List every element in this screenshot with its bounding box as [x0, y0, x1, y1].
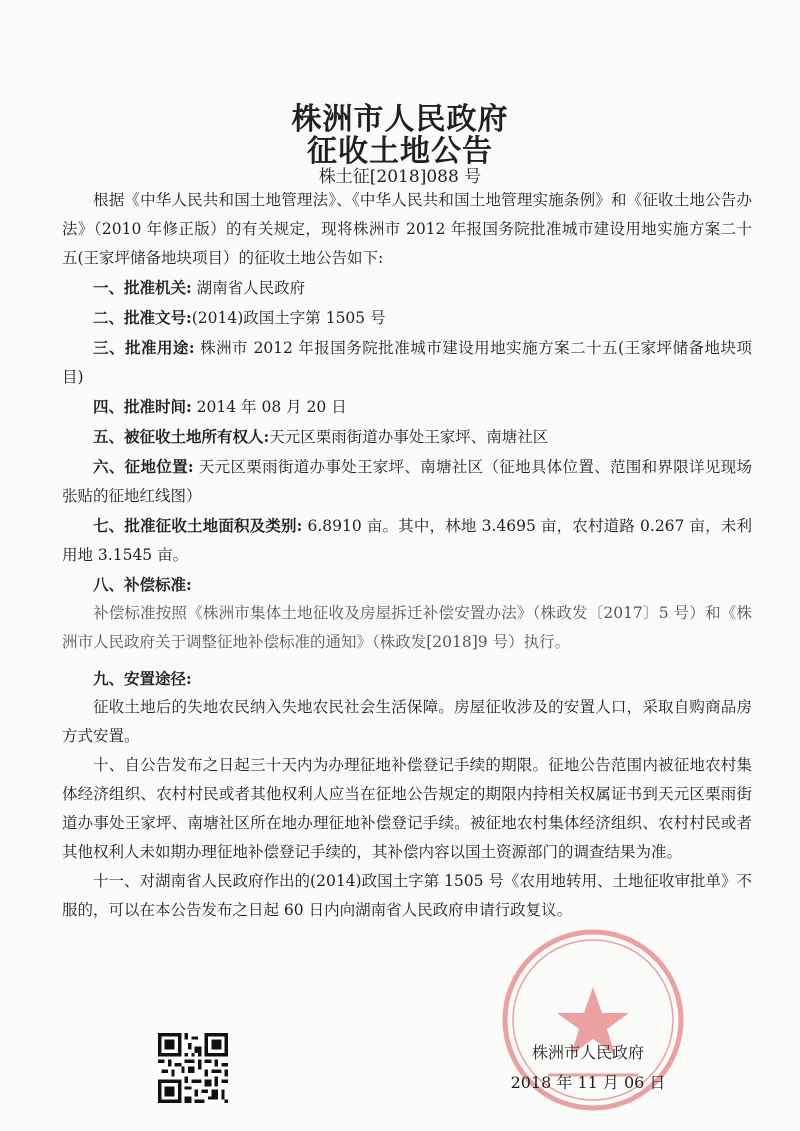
notice-body	[62, 186, 752, 925]
section-registration-period: 十、自公告发布之日起三十天内为办理征地补偿登记手续的期限。征地公告范围内被征地农村集体经济组织、农村村民或者其他权利人应当在征地公告规定的期限内持相关权属证书到天元区栗雨街道办事处王家坪、南塘社区所在地办理征地补偿登记手续。被征地农村集体经济组织、农村村民或者其他权利人未如期办理征地补偿登记手续的，其补偿内容以国土资源部门的调查结果为准。	[62, 756, 752, 861]
section-compensation-heading: 八、补偿标准:	[93, 575, 192, 594]
document-number: 株土征[2018]088 号	[318, 167, 482, 187]
item-approval-date: 四、批准时间: 2014 年 08 月 20 日	[93, 397, 347, 416]
title-issuer: 株洲市人民政府	[291, 102, 509, 137]
item-land-owner: 五、被征收土地所有权人:天元区栗雨街道办事处王家坪、南塘社区	[93, 427, 549, 446]
section-administrative-review: 十一、对湖南省人民政府作出的(2014)政国土字第 1505 号《农用地转用、土地征收审批单》不服的，可以在本公告发布之日起 60 日内向湖南省人民政府申请行政复议。	[62, 872, 752, 919]
title-notice: 征收土地公告	[307, 134, 493, 169]
item-approved-use: 三、批准用途: 株洲市 2012 年报国务院批准城市建设用地实施方案二十五(王家坪储备地块项目)	[62, 338, 752, 386]
item-land-location: 六、征地位置: 天元区栗雨街道办事处王家坪、南塘社区（征地具体位置、范围和界限详见现场张贴的征地红线图）	[62, 457, 752, 505]
section-resettlement-heading: 九、安置途径:	[93, 669, 192, 688]
signature-org: 株洲市人民政府	[531, 1043, 644, 1062]
section-compensation-text: 补偿标准按照《株洲市集体土地征收及房屋拆迁补偿安置办法》（株政发〔2017〕5 号）和《株洲市人民政府关于调整征地补偿标准的通知》（株政发[2018]9 号）执行。	[62, 604, 752, 651]
item-approval-number: 二、批准文号:(2014)政国土字第 1505 号	[93, 308, 386, 327]
item-approving-authority: 一、批准机关: 湖南省人民政府	[93, 278, 306, 297]
item-land-area: 七、批准征收土地面积及类别: 6.8910 亩。其中，林地 3.4695 亩，农村道路 0.267 亩，未利用地 3.1545 亩。	[62, 516, 753, 564]
qr-code	[158, 1033, 228, 1103]
signature-date: 2018 年 11 月 06 日	[510, 1073, 666, 1092]
intro-paragraph: 根据《中华人民共和国土地管理法》、《中华人民共和国土地管理实施条例》和《征收土地公告办法》（2010 年修正版）的有关规定，现将株洲市 2012 年报国务院批准城市建设用地实施方案二十五(王家坪储备地块项目）的征收土地公告如下:	[62, 191, 752, 267]
signature-block	[498, 1038, 678, 1098]
section-resettlement-text: 征收土地后的失地农民纳入失地农民社会生活保障。房屋征收涉及的安置人口，采取自购商品房方式安置。	[62, 698, 752, 745]
